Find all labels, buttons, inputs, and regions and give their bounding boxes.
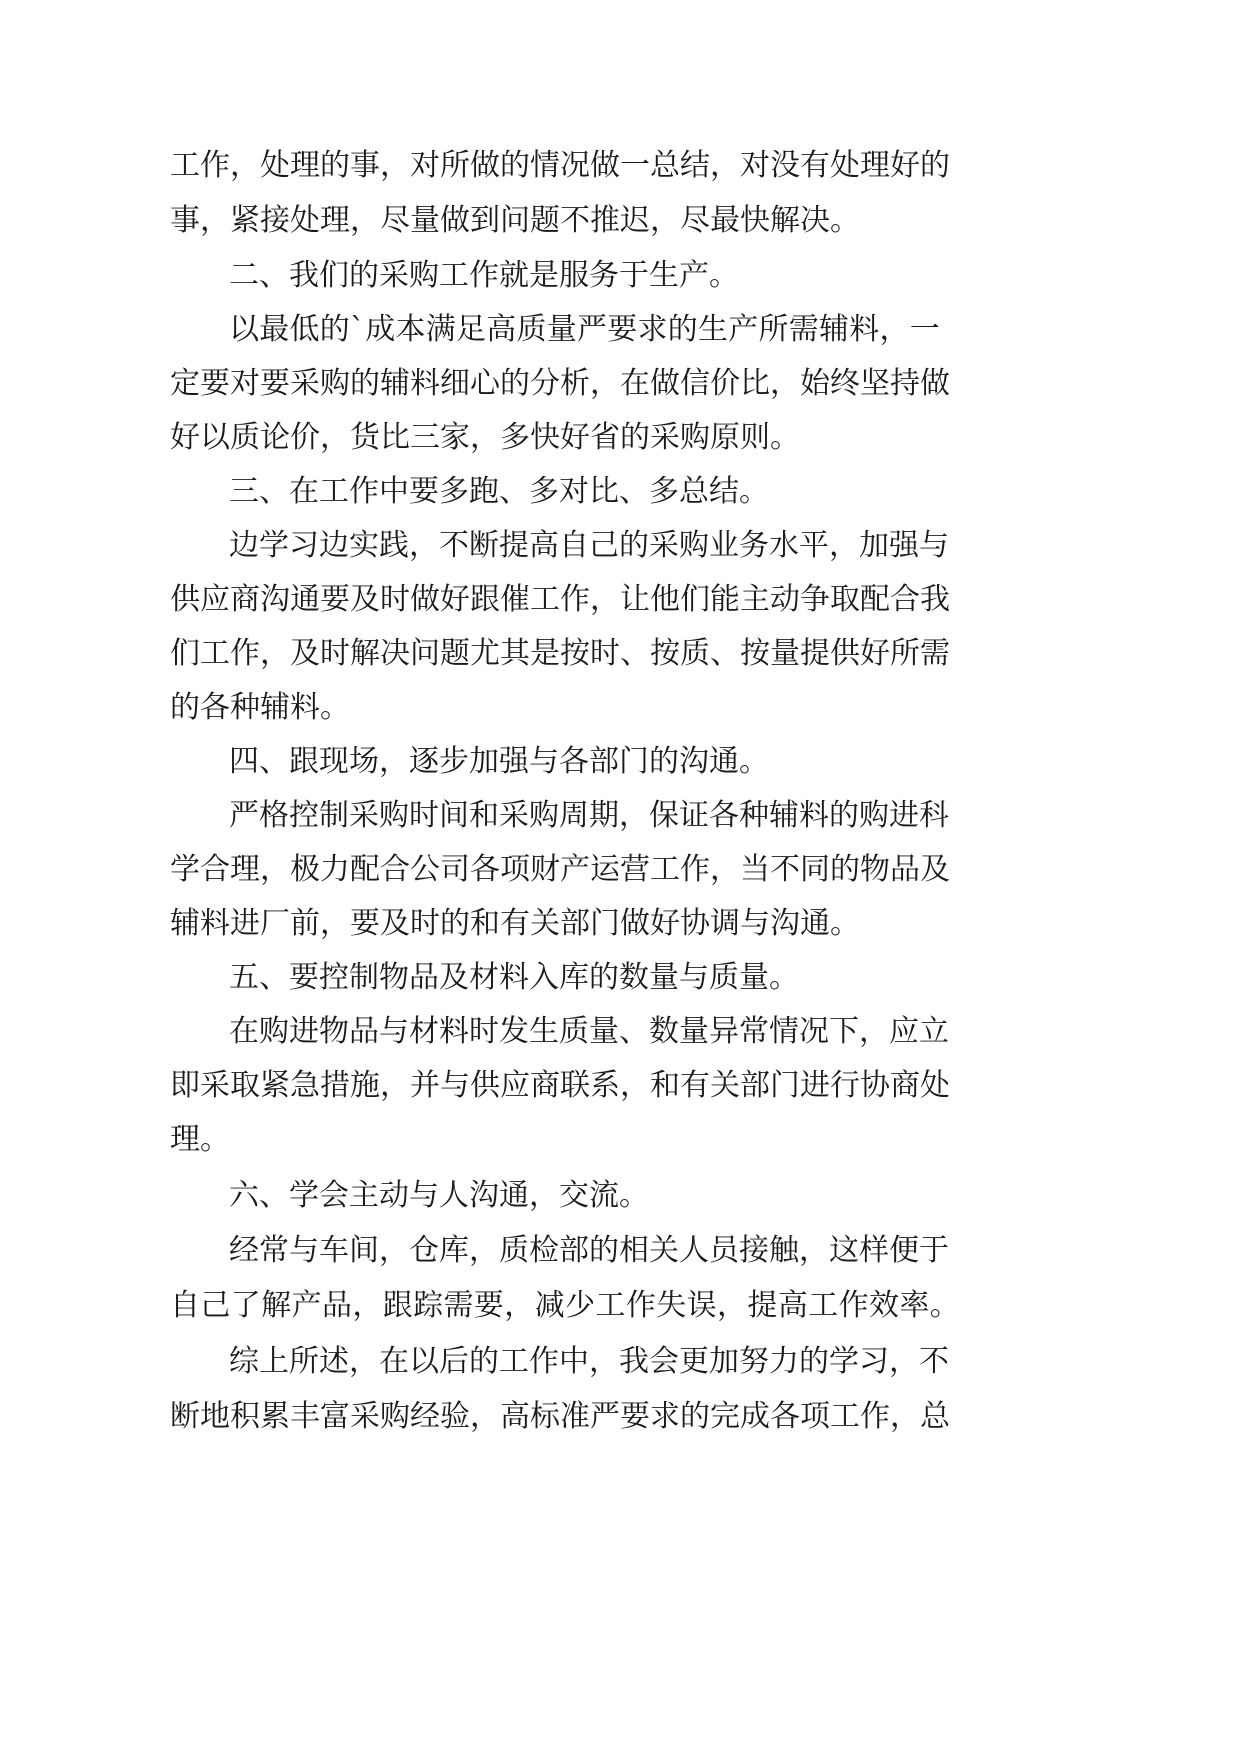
text-line: 断 地 积 累 丰 富 采 购 经 验 ， 高 标 准 严 要 求 的 完 成 各 项 工 作 ， 总	[170, 1399, 950, 1434]
text-line: 在 购 进 物 品 与 材 料 时 发 生 质 量 、 数 量 异 常 情 况 下 ， 应 立	[229, 1014, 949, 1049]
text-line: 自 己 了 解 产 品 ， 跟 踪 需 要 ， 减 少 工 作 失 误 ， 提 高 工 作 效 率 。	[170, 1288, 960, 1323]
text-line: 供 应 商 沟 通 要 及 时 做 好 跟 催 工 作 ， 让 他 们 能 主 动 争 取 配 合 我	[170, 582, 950, 617]
text-line: 三、在工作中要多跑、多对比、多总结。	[229, 474, 769, 509]
text-line: 五、要控制物品及材料入库的数量与质量。	[229, 960, 799, 995]
text-line: 理。	[170, 1122, 230, 1157]
text-line: 工 作 ， 处 理 的 事 ， 对 所 做 的 情 况 做 一 总 结 ， 对 没 有 处 理 好 的	[170, 148, 950, 183]
text-line: 四、跟现场，逐步加强与各部门的沟通。	[229, 744, 769, 779]
text-line: 的各种辅料。	[170, 690, 350, 725]
text-line: 辅料进厂前，要及时的和有关部门做好协调与沟通。	[170, 906, 860, 941]
text-line: 经 常 与 车 间 ， 仓 库 ， 质 检 部 的 相 关 人 员 接 触 ， 这 样 便 于	[229, 1233, 949, 1268]
text-line: 好以质论价，货比三家，多快好省的采购原则。	[170, 420, 800, 455]
text-line: 综 上 所 述 ， 在 以 后 的 工 作 中 ， 我 会 更 加 努 力 的 学 习 ， 不	[229, 1344, 949, 1379]
text-line: 边 学 习 边 实 践 ， 不 断 提 高 自 己 的 采 购 业 务 水 平 ， 加 强 与	[229, 528, 949, 563]
text-line: 严 格 控 制 采 购 时 间 和 采 购 周 期 ， 保 证 各 种 辅 料 的 购 进 科	[229, 798, 949, 833]
text-line: 六、学会主动与人沟通，交流。	[229, 1178, 649, 1213]
text-line: 们 工 作 ， 及 时 解 决 问 题 尤 其 是 按 时 、 按 质 、 按 量 提 供 好 所 需	[170, 636, 950, 671]
text-line: 学 合 理 ， 极 力 配 合 公 司 各 项 财 产 运 营 工 作 ， 当 不 同 的 物 品 及	[170, 852, 950, 887]
text-line: 二、我们的采购工作就是服务于生产。	[229, 258, 739, 293]
text-line: 定 要 对 要 采 购 的 辅 料 细 心 的 分 析 ， 在 做 信 价 比 ， 始 终 坚 持 做	[170, 366, 950, 401]
text-line: 即 采 取 紧 急 措 施 ， 并 与 供 应 商 联 系 ， 和 有 关 部 门 进 行 协 商 处	[170, 1068, 950, 1103]
text-line: 事，紧接处理，尽量做到问题不推迟，尽最快解决。	[170, 203, 860, 238]
text-line: 以 最 低 的 ` 成 本 满 足 高 质 量 严 要 求 的 生 产 所 需 辅 料 ， 一	[229, 312, 940, 347]
